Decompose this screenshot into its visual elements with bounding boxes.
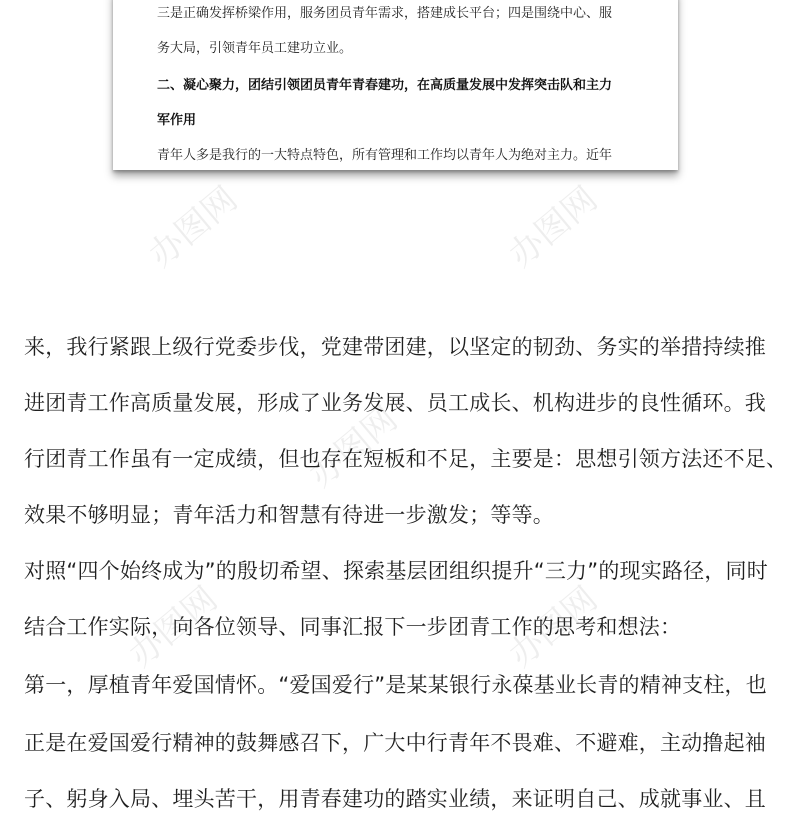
preview-paragraph-line: 青年人多是我行的一大特点特色，所有管理和工作均以青年人为绝对主力。近年 [157,148,613,163]
watermark: 办图网 [501,179,606,276]
preview-section-heading: 军作用 [157,113,197,128]
body-line: 结合工作实际，向各位领导、同事汇报下一步团青工作的思考和想法： [24,615,682,639]
body-line: 正是在爱国爱行精神的鼓舞感召下，广大中行青年不畏难、不避难，主动撸起袖 [24,731,766,755]
watermark: 办图网 [141,179,246,276]
body-line: 行团青工作虽有一定成绩，但也存在短板和不足，主要是：思想引领方法还不足、 [24,447,788,471]
body-line: 第一，厚植青年爱国情怀。“爱国爱行”是某某银行永葆基业长青的精神支柱，也 [24,673,767,697]
body-line: 来，我行紧跟上级行党委步伐，党建带团建，以坚定的韧劲、务实的举措持续推 [24,335,766,359]
document-preview-card [113,0,678,170]
preview-paragraph-line: 务大局，引领青年员工建功立业。 [157,41,353,56]
body-line: 效果不够明显；青年活力和智慧有待进一步激发；等等。 [24,503,554,527]
watermark: 办图网 [301,399,406,496]
body-line: 对照“四个始终成为”的殷切希望、探索基层团组织提升“三力”的现实路径，同时 [24,559,768,583]
preview-section-heading: 二、凝心聚力，团结引领团员青年青春建功，在高质量发展中发挥突击队和主力 [157,78,613,93]
preview-paragraph-line: 三是正确发挥桥梁作用，服务团员青年需求，搭建成长平台；四是围绕中心、服 [157,6,613,21]
watermark: 办图网 [501,579,606,676]
body-line: 进团青工作高质量发展，形成了业务发展、员工成长、机构进步的良性循环。我 [24,391,766,415]
body-line: 子、躬身入局、埋头苦干，用青春建功的踏实业绩，来证明自己、成就事业、且 [24,787,766,811]
watermark: 办图网 [121,579,226,676]
